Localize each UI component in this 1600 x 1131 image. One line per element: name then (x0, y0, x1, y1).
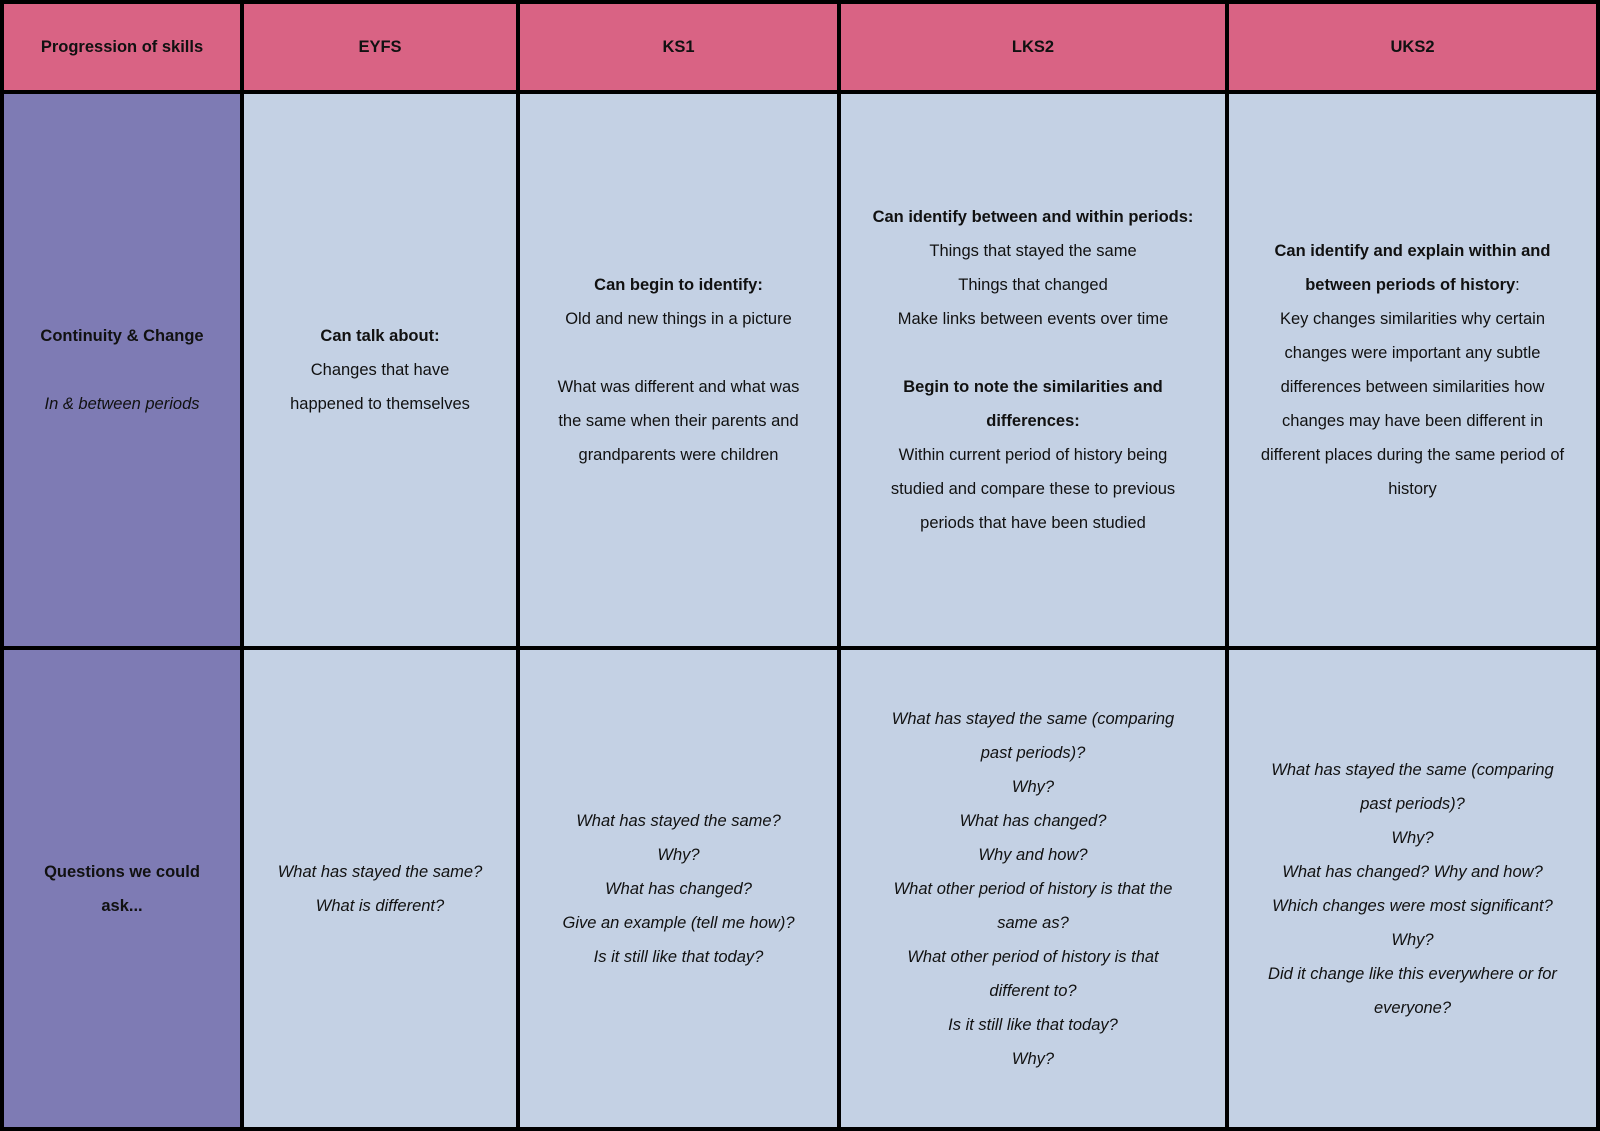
cell-uks2-questions (1229, 650, 1596, 1127)
cell-eyfs-continuity (244, 94, 516, 646)
question-line: Why? (1011, 1049, 1055, 1068)
cell-eyfs-questions (244, 650, 516, 1127)
header-eyfs (244, 4, 516, 90)
cell-line: Things that changed (958, 276, 1108, 294)
question-line: everyone? (1373, 998, 1452, 1017)
header-label: Progression of skills (40, 38, 204, 56)
cell-lks2-questions (841, 650, 1225, 1127)
cell-line: Within current period of history being (898, 446, 1168, 464)
cell-line: Key changes similarities why certain (1279, 310, 1546, 328)
question-line: What has stayed the same (comparing (891, 709, 1175, 728)
header-ks1 (520, 4, 837, 90)
question-line: What has changed? Why and how? (1282, 862, 1543, 881)
cell-heading: between periods of history (1305, 276, 1516, 294)
cell-uks2-continuity (1229, 94, 1596, 646)
cell-ks1-questions (520, 650, 837, 1127)
header-label: LKS2 (1011, 38, 1055, 56)
question-line: Did it change like this everywhere or for (1268, 964, 1557, 983)
question-line: Why? (1011, 777, 1055, 796)
question-line: Why? (657, 845, 700, 864)
row-label-title: Continuity & Change (40, 327, 204, 345)
question-line: same as? (997, 913, 1069, 932)
header-label: UKS2 (1390, 38, 1435, 56)
question-line: Is it still like that today? (593, 947, 764, 966)
cell-line: the same when their parents and (558, 412, 799, 430)
question-line: Give an example (tell me how)? (562, 913, 795, 932)
cell-line: grandparents were children (578, 446, 779, 464)
row-label-title: Questions we could (44, 862, 200, 881)
cell-heading: Can identify and explain within and (1274, 242, 1551, 260)
cell-line: Old and new things in a picture (565, 310, 792, 328)
cell-line: Things that stayed the same (929, 242, 1137, 260)
cell-line: history (1388, 480, 1437, 498)
cell-ks1-continuity (520, 94, 837, 646)
question-line: Which changes were most significant? (1272, 896, 1553, 915)
cell-heading: Begin to note the similarities and (903, 378, 1163, 396)
cell-line: Make links between events over time (897, 310, 1169, 328)
cell-heading: Can begin to identify: (594, 276, 763, 294)
cell-heading-colon: : (1515, 276, 1520, 294)
cell-lks2-continuity (841, 94, 1225, 646)
question-line: Why and how? (978, 845, 1088, 864)
question-line: past periods)? (980, 743, 1086, 762)
question-line: What other period of history is that the (893, 879, 1173, 898)
question-line: Is it still like that today? (948, 1015, 1118, 1034)
question-line: What has stayed the same? (576, 811, 781, 830)
question-line: What has changed? (605, 879, 752, 898)
cell-line: What was different and what was (557, 378, 800, 396)
question-line: What has changed? (959, 811, 1107, 830)
question-line: Why? (1391, 828, 1434, 847)
cell-heading: Can talk about: (320, 327, 440, 345)
row-label-subtitle: In & between periods (44, 395, 200, 413)
cell-line: periods that have been studied (920, 514, 1146, 532)
row-label-title: ask... (101, 896, 143, 915)
header-uks2 (1229, 4, 1596, 90)
cell-line: changes may have been different in (1281, 412, 1544, 430)
question-line: What has stayed the same (comparing (1271, 760, 1554, 779)
cell-line: differences between similarities how (1280, 378, 1545, 396)
cell-heading: differences: (986, 412, 1080, 430)
header-label: EYFS (358, 38, 402, 56)
header-progression-of-skills (4, 4, 240, 90)
header-label: KS1 (662, 38, 695, 56)
row-label-continuity-change (4, 94, 240, 646)
cell-line: changes were important any subtle (1284, 344, 1541, 362)
row-label-questions (4, 650, 240, 1127)
header-lks2 (841, 4, 1225, 90)
question-line: Why? (1391, 930, 1434, 949)
cell-heading: Can identify between and within periods: (872, 208, 1194, 226)
question-line: past periods)? (1360, 794, 1465, 813)
question-line: What has stayed the same? (277, 862, 483, 881)
cell-line: different places during the same period of (1260, 446, 1565, 464)
cell-line: Changes that have (310, 361, 450, 379)
cell-line: happened to themselves (290, 395, 470, 413)
question-line: different to? (989, 981, 1077, 1000)
question-line: What other period of history is that (907, 947, 1159, 966)
cell-line: studied and compare these to previous (890, 480, 1176, 498)
question-line: What is different? (315, 896, 445, 915)
cell-heading-row (1305, 268, 1520, 302)
